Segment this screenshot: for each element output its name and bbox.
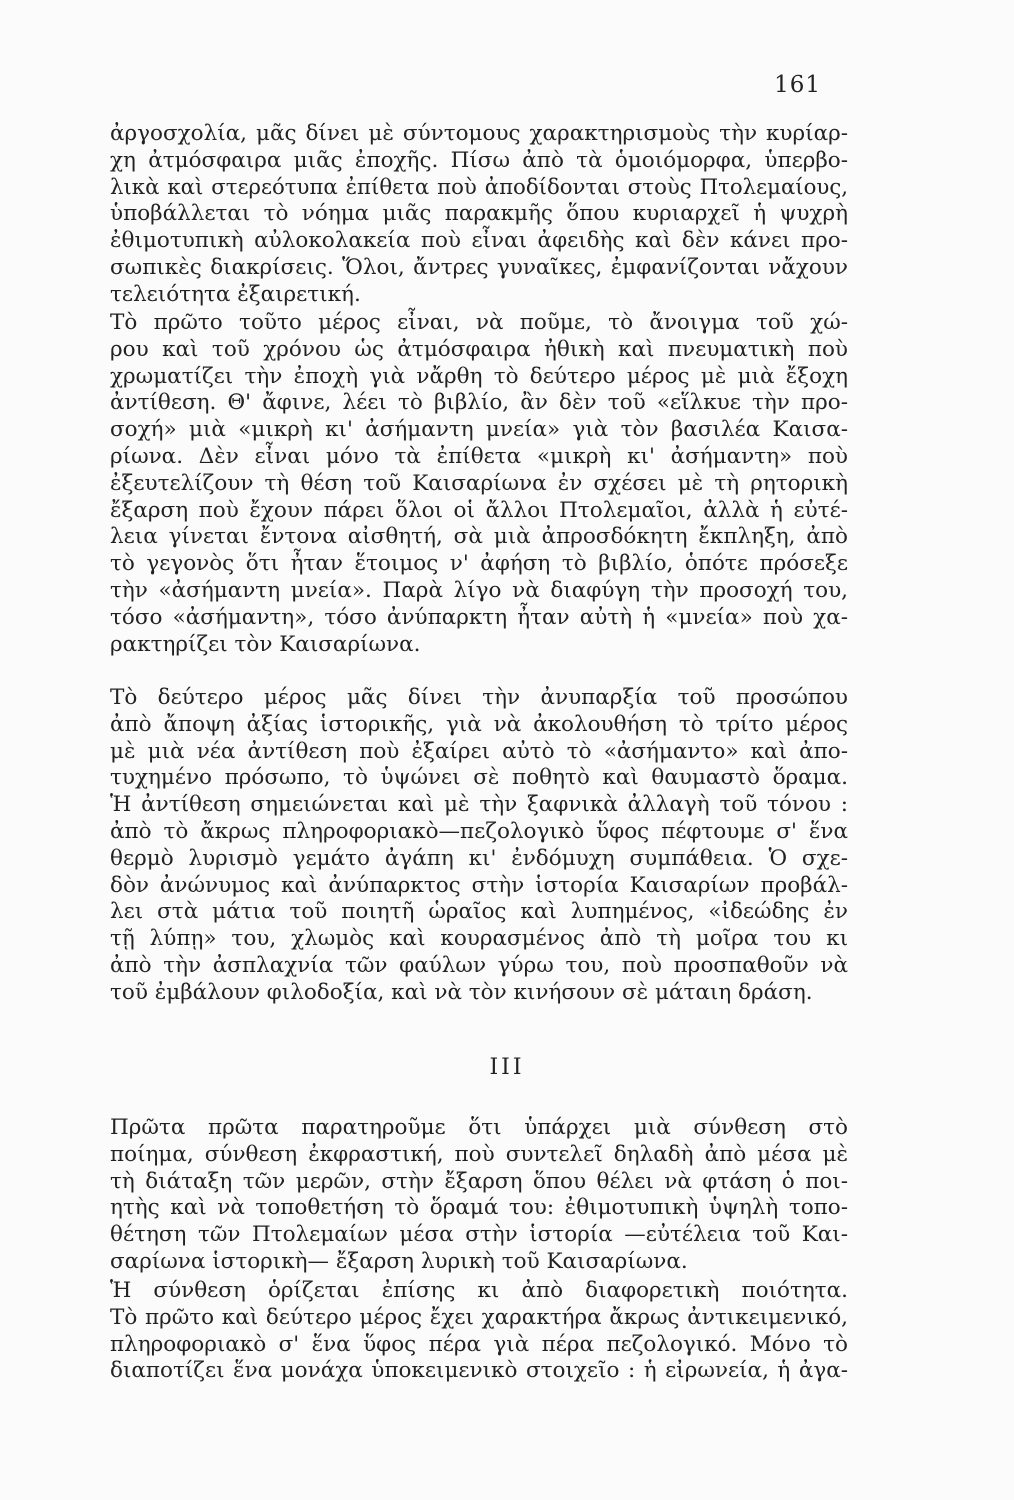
text-line: λει στὰ μάτια τοῦ ποιητῆ ὡραῖος καὶ λυπημένος, «ἰδεώδης ἐν [110, 899, 848, 925]
page-number: 161 [774, 72, 821, 98]
text-line: ρου καὶ τοῦ χρόνου ὡς ἀτμόσφαιρα ἠθικὴ καὶ πνευματικὴ ποὺ [110, 336, 848, 362]
text-line: τὸ γεγονὸς ὅτι ἦταν ἕτοιμος ν' ἀφήση τὸ βιβλίο, ὁπότε πρόσεξε [110, 551, 848, 577]
text-line: θέτηση τῶν Πτολεμαίων μέσα στὴν ἱστορία —εὐτέλεια τοῦ Και- [110, 1222, 848, 1248]
paragraph-3 [110, 685, 848, 1007]
text-line: τυχημένο πρόσωπο, τὸ ὑψώνει σὲ ποθητὸ καὶ θαυμαστὸ ὅραμα. [110, 765, 848, 791]
text-line: θερμὸ λυρισμὸ γεμάτο ἀγάπη κι' ἐνδόμυχη συμπάθεια. Ὁ σχε- [110, 845, 848, 871]
text-line: ἀπὸ ἄποψη ἀξίας ἱστορικῆς, γιὰ νὰ ἀκολουθήση τὸ τρίτο μέρος [110, 711, 848, 737]
text-line: ητὴς καὶ νὰ τοποθετήση τὸ ὅραμά του: ἐθιμοτυπικὴ ὑψηλὴ τοπο- [110, 1195, 848, 1221]
text-line: τοῦ ἐμβάλουν φιλοδοξία, καὶ νὰ τὸν κινήσουν σὲ μάταιη δράση. [110, 979, 813, 1005]
text-line: ἀργοσχολία, μᾶς δίνει μὲ σύντομους χαρακτηρισμοὺς τὴν κυρίαρ- [110, 121, 848, 146]
text-line: ἀντίθεση. Θ' ἄφινε, λέει τὸ βιβλίο, ἂν δὲν τοῦ «εἵλκυε τὴν προ- [110, 390, 848, 416]
text-line: ἀπὸ τὸ ἄκρως πληροφοριακὸ—πεζολογικὸ ὕφος πέφτουμε σ' ἕνα [110, 818, 848, 844]
paragraph-5 [110, 1278, 848, 1385]
text-line: ἐθιμοτυπικὴ αὐλοκολακεία ποὺ εἶναι ἀφειδὴς καὶ δὲν κάνει προ- [110, 228, 848, 254]
text-line: λικὰ καὶ στερεότυπα ἐπίθετα ποὺ ἀποδίδονται στοὺς Πτολεμαίους, [110, 174, 848, 200]
text-line: Ἡ ἀντίθεση σημειώνεται καὶ μὲ τὴν ξαφνικὰ ἀλλαγὴ τοῦ τόνου : [110, 792, 848, 818]
text-line: σαρίωνα ἱστορικὴ— ἔξαρση λυρικὴ τοῦ Καισαρίωνα. [110, 1248, 688, 1274]
text-line: Τὸ δεύτερο μέρος μᾶς δίνει τὴν ἀνυπαρξία τοῦ προσώπου [110, 685, 848, 710]
text-line: ἔξαρση ποὺ ἔχουν πάρει ὅλοι οἱ ἄλλοι Πτολεμαῖοι, ἀλλὰ ἡ εὐτέ- [110, 497, 848, 523]
text-line: τὴ διάταξη τῶν μερῶν, στὴν ἔξαρση ὅπου θέλει νὰ φτάση ὁ ποι- [110, 1168, 848, 1194]
text-line: τελειότητα ἐξαιρετική. [110, 281, 361, 307]
section-heading: III [489, 1055, 525, 1080]
text-line: μὲ μιὰ νέα ἀντίθεση ποὺ ἐξαίρει αὐτὸ τὸ «ἀσήμαντο» καὶ ἀπο- [110, 738, 848, 764]
text-line: Τὸ πρῶτο καὶ δεύτερο μέρος ἔχει χαρακτήρα ἄκρως ἀντικειμενικό, [110, 1304, 848, 1330]
text-line: ὑποβάλλεται τὸ νόημα μιᾶς παρακμῆς ὅπου κυριαρχεῖ ἡ ψυχρὴ [110, 201, 848, 227]
paragraph-1 [110, 121, 848, 309]
text-line: δὸν ἀνώνυμος καὶ ἀνύπαρκτος στὴν ἱστορία Καισαρίων προβάλ- [110, 872, 848, 898]
text-line: χρωματίζει τὴν ἐποχὴ γιὰ νἄρθη τὸ δεύτερο μέρος μὲ μιὰ ἔξοχη [110, 363, 848, 389]
text-line: χη ἀτμόσφαιρα μιᾶς ἐποχῆς. Πίσω ἀπὸ τὰ ὁμοιόμορφα, ὑπερβο- [110, 147, 848, 173]
text-line: ρακτηρίζει τὸν Καισαρίωνα. [110, 631, 421, 657]
text-line: λεια γίνεται ἔντονα αἰσθητή, σὰ μιὰ ἀπροσδόκητη ἔκπληξη, ἀπὸ [110, 524, 848, 550]
text-line: ρίωνα. Δὲν εἶναι μόνο τὰ ἐπίθετα «μικρὴ κι' ἀσήμαντη» ποὺ [110, 443, 848, 469]
text-line: σοχή» μιὰ «μικρὴ κι' ἀσήμαντη μνεία» γιὰ τὸν βασιλέα Καισα- [110, 417, 848, 443]
text-line: τὴν «ἀσήμαντη μνεία». Παρὰ λίγο νὰ διαφύγη τὴν προσοχή του, [110, 577, 848, 603]
text-line: Τὸ πρῶτο τοῦτο μέρος εἶναι, νὰ ποῦμε, τὸ ἄνοιγμα τοῦ χώ- [110, 310, 848, 335]
text-line: ποίημα, σύνθεση ἐκφραστική, ποὺ συντελεῖ δηλαδὴ ἀπὸ μέσα μὲ [110, 1141, 848, 1167]
text-line: τόσο «ἀσήμαντη», τόσο ἀνύπαρκτη ἦταν αὐτὴ ἡ «μνεία» ποὺ χα- [110, 604, 848, 630]
text-line: σωπικὲς διακρίσεις. Ὅλοι, ἄντρες γυναῖκες, ἐμφανίζονται νἄχουν [110, 254, 848, 280]
paragraph-4 [110, 1115, 848, 1276]
text-line: ἐξευτελίζουν τὴ θέση τοῦ Καισαρίωνα ἐν σχέσει μὲ τὴ ρητορικὴ [110, 470, 848, 496]
text-line: τῇ λύπῃ» του, χλωμὸς καὶ κουρασμένος ἀπὸ τὴ μοῖρα του κι [110, 926, 848, 952]
text-line: διαποτίζει ἕνα μονάχα ὑποκειμενικὸ στοιχεῖο : ἡ εἰρωνεία, ἡ ἀγα- [110, 1358, 848, 1384]
text-line: ἀπὸ τὴν ἀσπλαχνία τῶν φαύλων γύρω του, ποὺ προσπαθοῦν νὰ [110, 952, 848, 978]
paragraph-2 [110, 310, 848, 658]
text-line: Πρῶτα πρῶτα παρατηροῦμε ὅτι ὑπάρχει μιὰ σύνθεση στὸ [110, 1115, 848, 1140]
text-line: πληροφοριακὸ σ' ἕνα ὕφος πέρα γιὰ πέρα πεζολογικό. Μόνο τὸ [110, 1331, 848, 1357]
text-line: Ἡ σύνθεση ὁρίζεται ἐπίσης κι ἀπὸ διαφορετικὴ ποιότητα. [110, 1278, 848, 1303]
